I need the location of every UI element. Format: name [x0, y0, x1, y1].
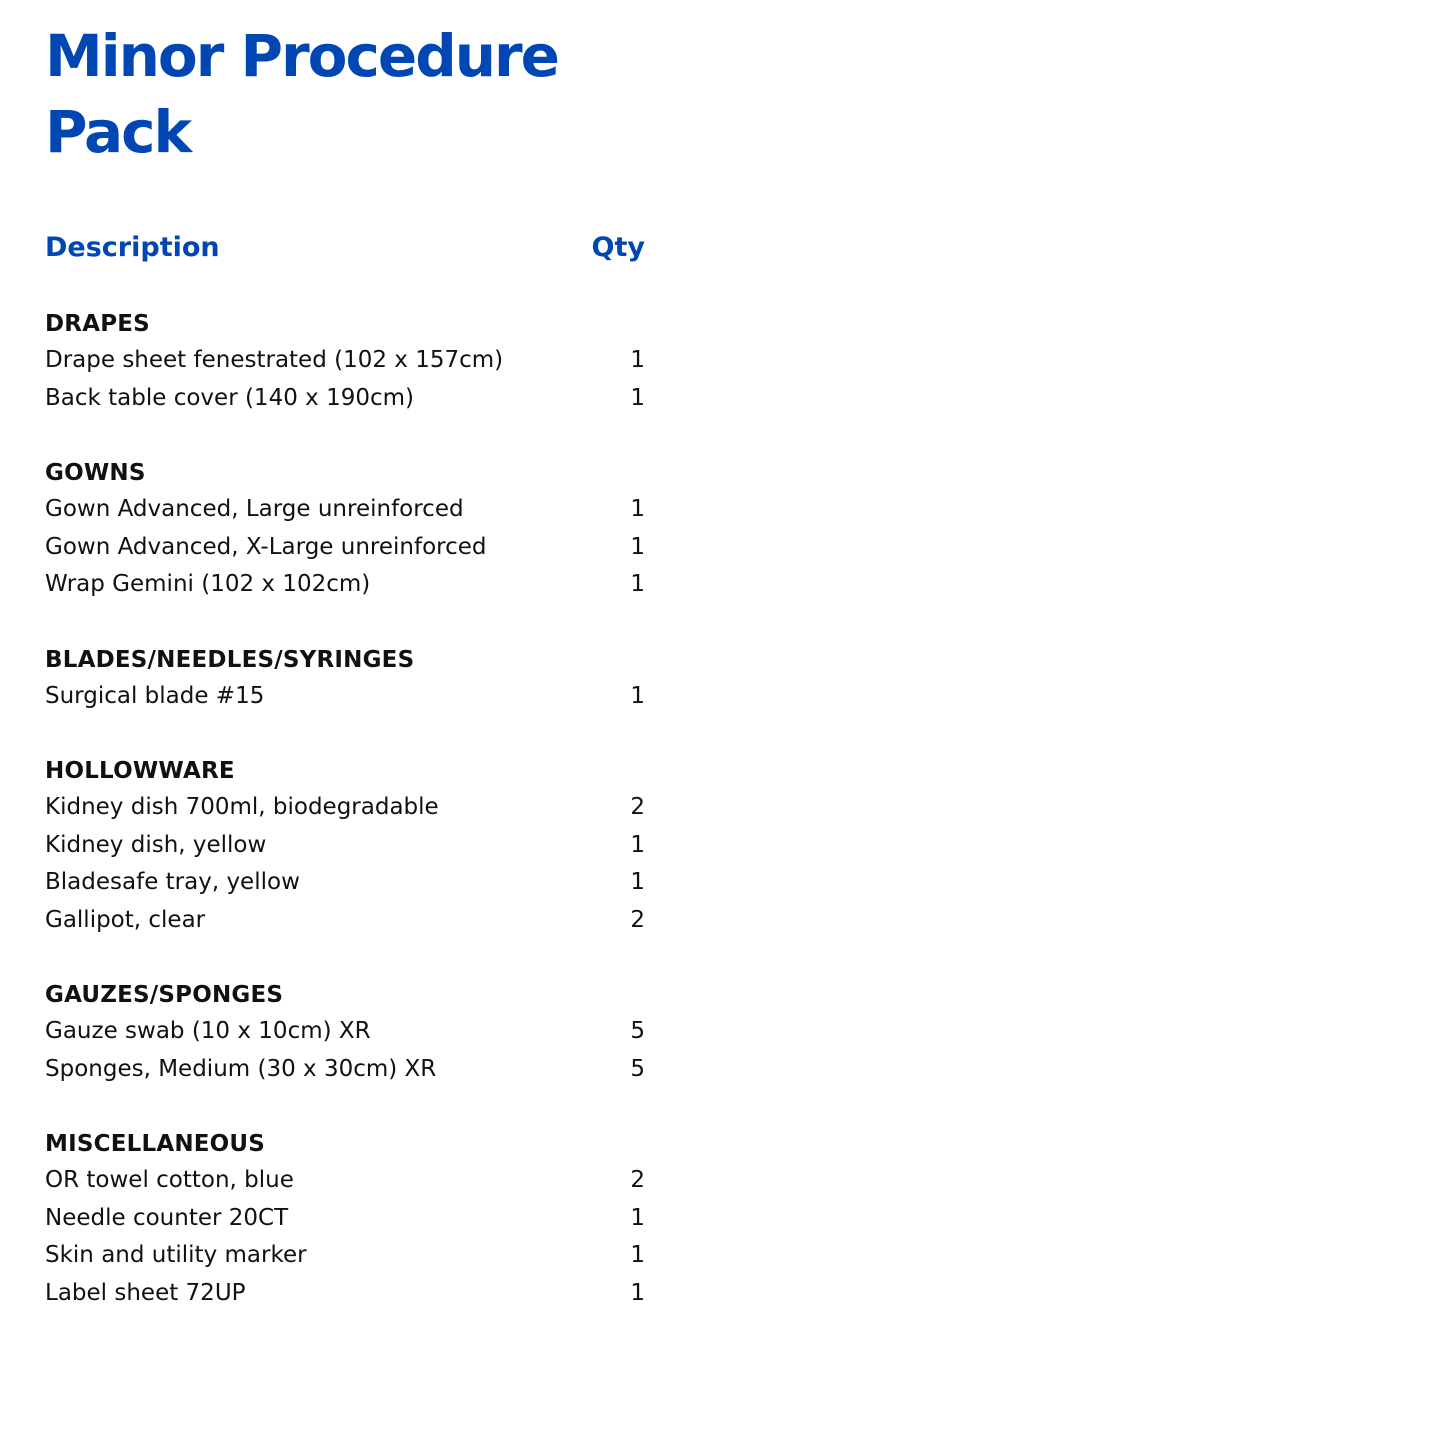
item-description: Label sheet 72UP — [45, 1279, 246, 1306]
table-header — [45, 228, 645, 268]
item-qty: 1 — [630, 831, 645, 858]
item-row — [45, 491, 645, 529]
item-qty: 5 — [630, 1055, 645, 1082]
item-row — [45, 678, 645, 716]
document-page — [45, 18, 645, 1312]
item-description: Kidney dish, yellow — [45, 831, 267, 858]
item-qty: 5 — [630, 1018, 645, 1044]
item-description: Gown Advanced, X-Large unreinforced — [45, 533, 487, 560]
item-row — [45, 1200, 645, 1238]
page-title: Minor Procedure Pack — [45, 22, 558, 166]
section-drapes — [45, 306, 645, 417]
item-description: Kidney dish 700ml, biodegradable — [45, 794, 439, 820]
item-row — [45, 380, 645, 418]
item-row — [45, 1162, 645, 1200]
item-qty: 2 — [630, 906, 645, 933]
item-row — [45, 789, 645, 827]
section-miscellaneous — [45, 1126, 645, 1312]
item-description: Surgical blade #15 — [45, 682, 265, 709]
item-description: OR towel cotton, blue — [45, 1167, 294, 1193]
qty-column-header: Qty — [591, 232, 645, 263]
item-row — [45, 1051, 645, 1089]
item-description: Gown Advanced, Large unreinforced — [45, 496, 464, 522]
section-title: MISCELLANEOUS — [45, 1131, 266, 1157]
item-qty: 1 — [630, 1204, 645, 1231]
item-qty: 1 — [630, 496, 645, 522]
item-qty: 2 — [630, 794, 645, 820]
section-title: HOLLOWWARE — [45, 758, 235, 784]
item-row — [45, 902, 645, 940]
section-title: DRAPES — [45, 311, 150, 337]
item-description: Bladesafe tray, yellow — [45, 869, 300, 895]
item-qty: 1 — [630, 384, 645, 411]
item-qty: 1 — [630, 1242, 645, 1268]
item-qty: 1 — [630, 682, 645, 709]
item-row — [45, 529, 645, 567]
item-description: Drape sheet fenestrated (102 x 157cm) — [45, 347, 504, 373]
item-description: Sponges, Medium (30 x 30cm) XR — [45, 1055, 437, 1082]
section-gowns — [45, 455, 645, 604]
item-qty: 2 — [630, 1167, 645, 1193]
item-row — [45, 342, 645, 380]
item-row — [45, 1275, 645, 1313]
item-row — [45, 566, 645, 604]
section-blades-needles-syringes — [45, 642, 645, 716]
item-description: Skin and utility marker — [45, 1242, 307, 1268]
section-hollowware — [45, 753, 645, 939]
description-column-header: Description — [45, 232, 220, 263]
item-sections — [45, 306, 645, 1312]
item-row — [45, 1237, 645, 1275]
item-description: Wrap Gemini (102 x 102cm) — [45, 571, 371, 597]
item-qty: 1 — [630, 571, 645, 597]
section-title: BLADES/NEEDLES/SYRINGES — [45, 646, 415, 673]
item-description: Back table cover (140 x 190cm) — [45, 384, 414, 411]
section-title: GOWNS — [45, 460, 146, 486]
item-qty: 1 — [630, 347, 645, 373]
item-qty: 1 — [630, 869, 645, 895]
section-title: GAUZES/SPONGES — [45, 982, 284, 1008]
item-row — [45, 864, 645, 902]
item-qty: 1 — [630, 1279, 645, 1306]
section-gauzes-sponges — [45, 977, 645, 1088]
item-qty: 1 — [630, 533, 645, 560]
item-description: Gallipot, clear — [45, 906, 206, 933]
item-description: Gauze swab (10 x 10cm) XR — [45, 1018, 371, 1044]
item-row — [45, 1013, 645, 1051]
item-description: Needle counter 20CT — [45, 1204, 289, 1231]
item-row — [45, 827, 645, 865]
